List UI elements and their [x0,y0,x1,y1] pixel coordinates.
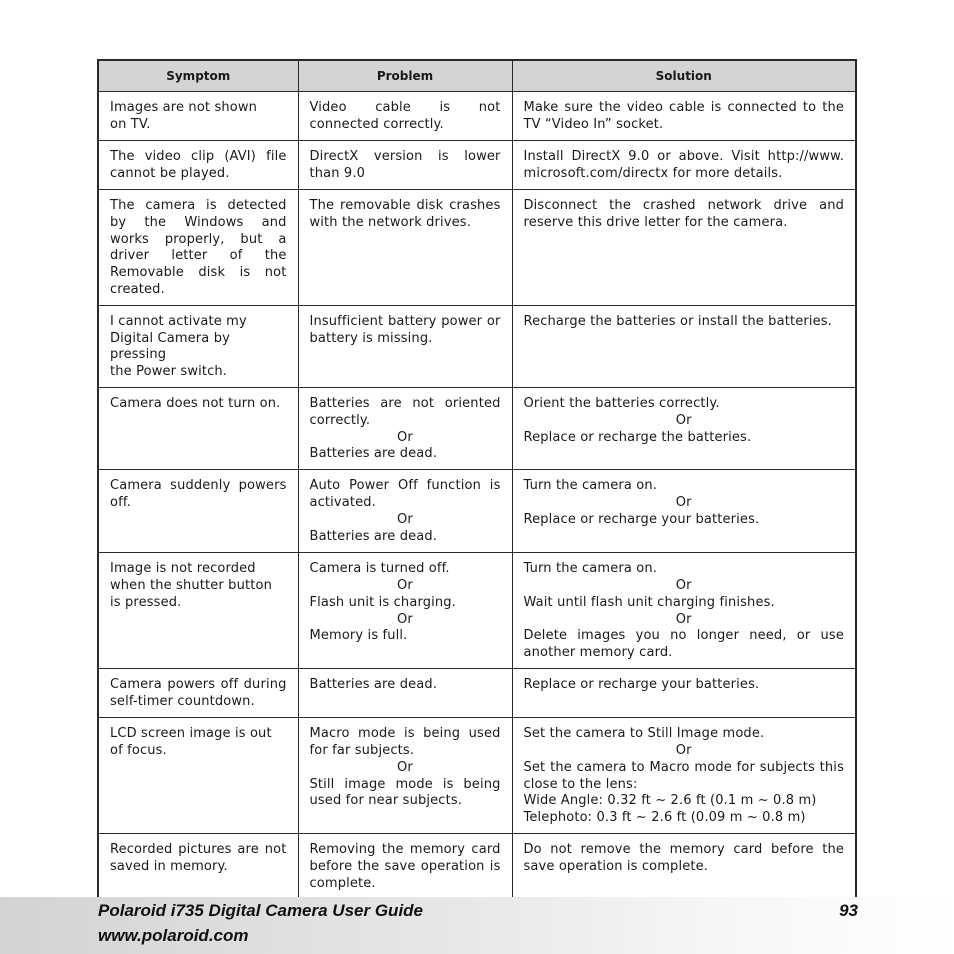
symptom-text: LCD screen image is out [110,726,272,742]
cell-solution [512,190,855,306]
cell-symptom [99,305,298,387]
header-symptom: Symptom [99,61,298,92]
symptom-text: Camera does not turn on. [110,395,281,411]
table-row [99,669,855,718]
or-separator: Or [397,611,413,627]
symptom-text: Digital Camera by pressing [110,330,230,363]
page-number: 93 [839,901,858,920]
solution-text: Recharge the batteries or install the batteries. [523,313,832,329]
cell-problem [298,718,512,834]
symptom-text: The video clip (AVI) file cannot be played. [110,149,287,181]
cell-symptom [99,553,298,669]
cell-symptom [99,141,298,190]
header-solution: Solution [512,61,855,92]
cell-symptom [99,718,298,834]
cell-problem [298,669,512,718]
footer-title: Polaroid i735 Digital Camera User Guide [98,901,424,920]
solution-text: Telephoto: 0.3 ft ~ 2.6 ft (0.09 m ~ 0.8 m) [523,810,806,826]
problem-text: Video cable is not connected correctly. [309,100,501,132]
solution-text: Set the camera to Macro mode for subjects this close to the lens: [523,759,844,792]
or-separator: Or [397,511,413,527]
table-row [99,718,855,834]
symptom-text: I cannot activate my [110,313,247,329]
problem-text: Batteries are dead. [309,528,438,544]
or-separator: Or [675,412,692,428]
problem-text: DirectX version is lower than 9.0 [309,149,501,181]
problem-text: Flash unit is charging. [309,594,456,610]
symptom-text: the Power switch. [110,364,228,380]
cell-problem [298,387,512,469]
problem-text: Batteries are not oriented correctly. [309,395,501,428]
table-row [99,553,855,669]
solution-text: Install DirectX 9.0 or above. Visit http://www. microsoft.com/directx for more details. [523,149,844,181]
or-separator: Or [675,611,692,627]
problem-text: Camera is turned off. [309,561,450,577]
symptom-text: Camera suddenly powers off. [110,478,287,510]
or-separator: Or [397,759,413,775]
problem-text: Still image mode is being used for near subjects. [309,776,501,809]
solution-text: Turn the camera on. [523,478,658,494]
solution-text: Do not remove the memory card before the save operation is complete. [523,842,844,874]
cell-solution [512,718,855,834]
cell-problem [298,553,512,669]
problem-text: Macro mode is being used for far subjects. [309,726,501,758]
solution-text: Delete images you no longer need, or use another memory card. [523,628,844,661]
cell-symptom [99,190,298,306]
problem-text: Batteries are dead. [309,446,438,462]
cell-solution [512,305,855,387]
solution-text: Wait until flash unit charging finishes. [523,594,775,610]
symptom-text: of focus. [110,742,167,758]
cell-symptom [99,834,298,900]
cell-symptom [99,669,298,718]
symptom-text: on TV. [110,116,151,132]
cell-solution [512,141,855,190]
troubleshooting-table [99,61,855,900]
cell-problem [298,834,512,900]
cell-problem [298,190,512,306]
table-row [99,190,855,306]
footer-url: www.polaroid.com [98,926,249,945]
symptom-text: Image is not recorded [110,561,256,577]
solution-text: Turn the camera on. [523,561,658,577]
cell-solution [512,470,855,553]
table-body [99,92,855,900]
cell-solution [512,669,855,718]
symptom-text: The camera is detected by the Windows and works properly, but a driver letter of the Removable disk is not created. [110,198,287,297]
problem-text: Batteries are dead. [309,677,438,693]
cell-problem [298,92,512,141]
symptom-text: Recorded pictures are not saved in memory. [110,842,287,874]
table-row [99,141,855,190]
or-separator: Or [675,494,692,510]
table-row [99,92,855,141]
table-header-row [99,61,855,92]
symptom-text: when the shutter button [110,577,272,593]
cell-solution [512,834,855,900]
problem-text: The removable disk crashes with the network drives. [309,198,501,230]
symptom-text: Images are not shown [110,100,258,115]
cell-problem [298,305,512,387]
solution-text: Disconnect the crashed network drive and reserve this drive letter for the camera. [523,198,844,230]
or-separator: Or [397,577,413,593]
header-problem: Problem [298,61,512,92]
problem-text: Removing the memory card before the save operation is complete. [309,842,501,891]
cell-symptom [99,470,298,553]
solution-text: Wide Angle: 0.32 ft ~ 2.6 ft (0.1 m ~ 0.8 m) [523,793,817,809]
problem-text: Auto Power Off function is activated. [309,478,501,510]
troubleshooting-table-frame [97,59,857,902]
problem-text: Insufficient battery power or battery is missing. [309,313,501,346]
cell-problem [298,141,512,190]
cell-symptom [99,387,298,469]
problem-text: Memory is full. [309,628,408,644]
table-row [99,834,855,900]
table-row [99,470,855,553]
solution-text: Make sure the video cable is connected to the TV “Video In” socket. [523,100,844,132]
cell-solution [512,387,855,469]
solution-text: Replace or recharge your batteries. [523,511,760,527]
cell-symptom [99,92,298,141]
symptom-text: is pressed. [110,594,182,610]
table-row [99,387,855,469]
solution-text: Replace or recharge the batteries. [523,429,752,445]
solution-text: Orient the batteries correctly. [523,395,720,411]
or-separator: Or [397,429,413,445]
or-separator: Or [675,577,692,593]
solution-text: Replace or recharge your batteries. [523,677,760,693]
cell-solution [512,553,855,669]
cell-problem [298,470,512,553]
symptom-text: Camera powers off during self-timer countdown. [110,677,287,709]
solution-text: Set the camera to Still Image mode. [523,726,765,742]
cell-solution [512,92,855,141]
or-separator: Or [675,742,692,758]
table-row [99,305,855,387]
